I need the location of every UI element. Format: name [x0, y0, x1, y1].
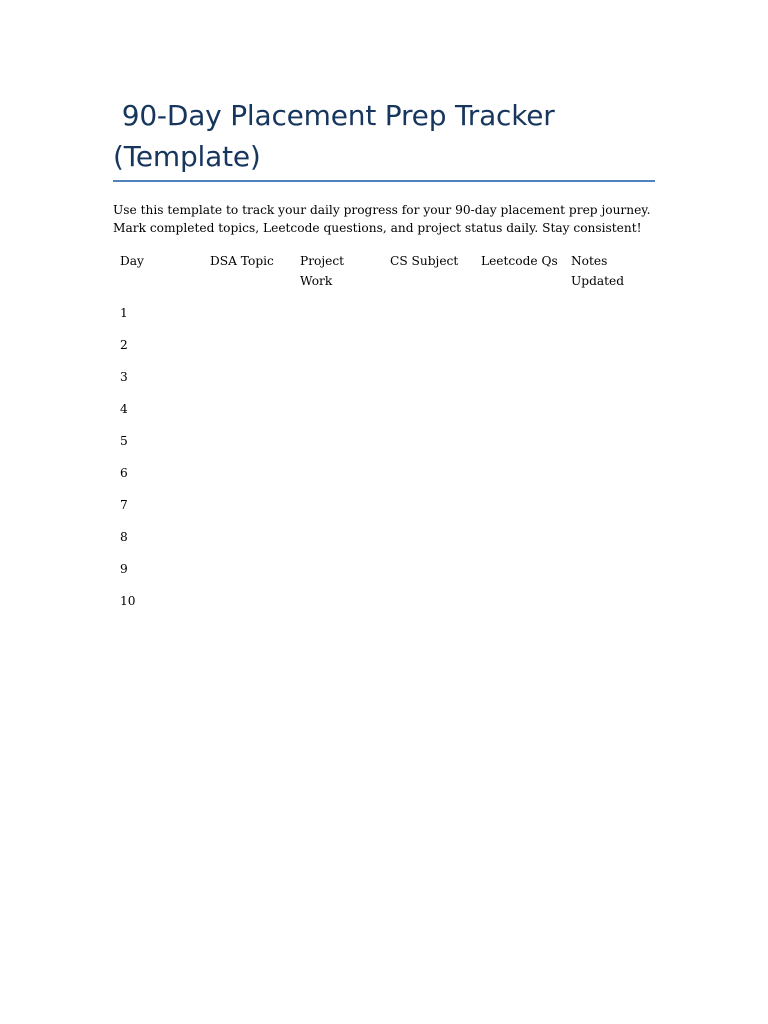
cell-cs-subject	[390, 367, 470, 387]
header-dsa-topic: DSA Topic	[210, 254, 274, 268]
table-row	[120, 559, 660, 591]
cell-project-work	[300, 303, 380, 323]
header-leetcode-qs: Leetcode Qs	[481, 254, 558, 268]
header-cs-subject: CS Subject	[390, 254, 459, 268]
intro-paragraph: Use this template to track your daily progress for your 90-day placement prep journey. Mark completed topics, Leetcode questions, and project status daily. Stay consistent!	[113, 203, 651, 235]
cell-dsa-topic	[210, 591, 290, 611]
cell-project-work	[300, 559, 380, 579]
cell-day: 4	[120, 402, 128, 416]
header-project-work: Project Work	[300, 254, 345, 288]
cell-cs-subject	[390, 495, 470, 515]
cell-notes-updated	[571, 431, 651, 451]
cell-cs-subject	[390, 527, 470, 547]
cell-leetcode-qs	[481, 367, 561, 387]
cell-day: 2	[120, 338, 128, 352]
cell-dsa-topic	[210, 335, 290, 355]
cell-leetcode-qs	[481, 591, 561, 611]
cell-leetcode-qs	[481, 559, 561, 579]
cell-cs-subject	[390, 399, 470, 419]
cell-project-work	[300, 335, 380, 355]
cell-project-work	[300, 431, 380, 451]
cell-dsa-topic	[210, 463, 290, 483]
table-row	[120, 367, 660, 399]
table-row	[120, 431, 660, 463]
title-underline-divider	[113, 180, 655, 182]
cell-day: 7	[120, 498, 128, 512]
cell-notes-updated	[571, 399, 651, 419]
cell-notes-updated	[571, 335, 651, 355]
cell-project-work	[300, 591, 380, 611]
table-row	[120, 527, 660, 559]
cell-leetcode-qs	[481, 303, 561, 323]
cell-dsa-topic	[210, 399, 290, 419]
header-notes-updated: Notes Updated	[571, 254, 625, 288]
header-day: Day	[120, 254, 144, 268]
table-body	[120, 303, 660, 623]
cell-cs-subject	[390, 591, 470, 611]
cell-project-work	[300, 367, 380, 387]
cell-day: 6	[120, 466, 128, 480]
table-row	[120, 303, 660, 335]
cell-notes-updated	[571, 463, 651, 483]
cell-cs-subject	[390, 559, 470, 579]
cell-day: 5	[120, 434, 128, 448]
cell-cs-subject	[390, 463, 470, 483]
cell-leetcode-qs	[481, 399, 561, 419]
table-row	[120, 463, 660, 495]
cell-notes-updated	[571, 559, 651, 579]
cell-leetcode-qs	[481, 527, 561, 547]
cell-dsa-topic	[210, 431, 290, 451]
cell-notes-updated	[571, 591, 651, 611]
cell-project-work	[300, 463, 380, 483]
table-row	[120, 495, 660, 527]
table-row	[120, 335, 660, 367]
cell-project-work	[300, 495, 380, 515]
cell-project-work	[300, 527, 380, 547]
cell-day: 1	[120, 306, 128, 320]
cell-day: 8	[120, 530, 128, 544]
cell-notes-updated	[571, 527, 651, 547]
cell-dsa-topic	[210, 367, 290, 387]
cell-cs-subject	[390, 303, 470, 323]
table-row	[120, 399, 660, 431]
tracker-table	[120, 251, 660, 623]
cell-cs-subject	[390, 335, 470, 355]
table-row	[120, 591, 660, 623]
cell-day: 10	[120, 594, 136, 608]
cell-notes-updated	[571, 367, 651, 387]
cell-project-work	[300, 399, 380, 419]
cell-day: 9	[120, 562, 128, 576]
cell-leetcode-qs	[481, 431, 561, 451]
cell-dsa-topic	[210, 527, 290, 547]
cell-leetcode-qs	[481, 495, 561, 515]
table-header-row	[120, 251, 660, 303]
cell-dsa-topic	[210, 559, 290, 579]
cell-cs-subject	[390, 431, 470, 451]
cell-leetcode-qs	[481, 335, 561, 355]
cell-dsa-topic	[210, 495, 290, 515]
cell-notes-updated	[571, 495, 651, 515]
page-title: 90-Day Placement Prep Tracker (Template)	[113, 99, 564, 173]
cell-dsa-topic	[210, 303, 290, 323]
cell-leetcode-qs	[481, 463, 561, 483]
cell-notes-updated	[571, 303, 651, 323]
cell-day: 3	[120, 370, 128, 384]
